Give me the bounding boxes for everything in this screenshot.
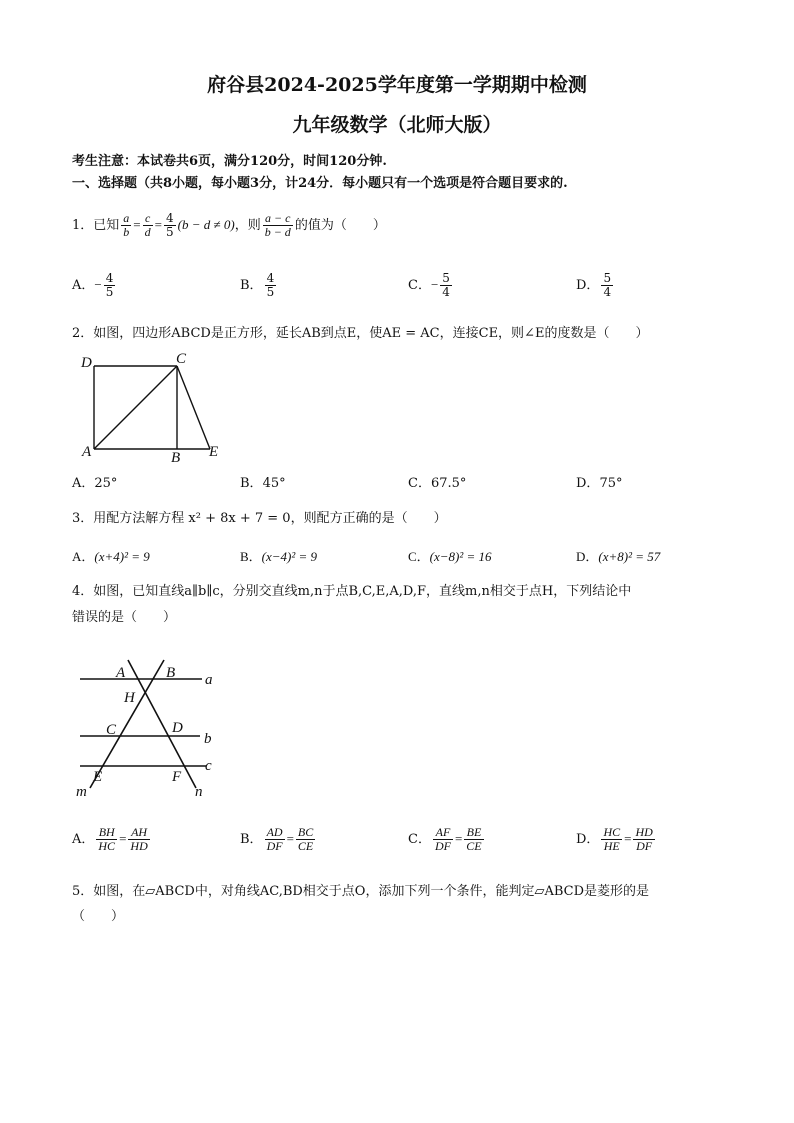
- exam-notice: 考生注意：本试卷共6页，满分120分，时间120分钟.: [72, 154, 387, 169]
- q4-label-e-point: E: [93, 769, 103, 785]
- q1-option-b[interactable]: B． $\frac{4}{5}$: [240, 271, 275, 300]
- q2-square-figure: [76, 350, 226, 462]
- q2-label-a: A: [82, 444, 92, 460]
- q4-label-line-n: n: [195, 784, 203, 800]
- question-3: 3．用配方法解方程 x² + 8x + 7 = 0，则配方正确的是（ ）: [72, 511, 447, 526]
- question-4-line2: 错误的是（ ）: [72, 610, 177, 625]
- q4-parallel-lines-figure: [72, 650, 232, 800]
- q1-frac-cd: $\frac{c}{d}$: [144, 211, 151, 240]
- section-1-heading: 一、选择题（共8小题，每小题3分，计24分．每小题只有一个选项是符合题目要求的.: [72, 176, 568, 191]
- q2-label-c: C: [176, 351, 187, 367]
- q4-label-f-point: F: [172, 769, 182, 785]
- q2-label-e: E: [209, 444, 219, 460]
- q1-condition: (b − d ≠ 0): [177, 217, 235, 233]
- q4-option-b[interactable]: B． $\frac{AD}{DF}$ = $\frac{BC}{CE}$: [240, 825, 314, 854]
- question-5-line2: （ ）: [72, 909, 125, 924]
- q4-label-d-point: D: [172, 720, 183, 736]
- q3-option-b[interactable]: B．(x−4)² = 9: [240, 549, 318, 564]
- question-1: 1．已知 $\frac{a}{b}$ = $\frac{c}{d}$ = $\frac{4}{5}$ (b − d ≠ 0)，则 $\frac{a - c}{b - d}$ 的值为（ ）: [72, 211, 386, 240]
- question-5-line1: 5．如图，在▱ABCD中，对角线AC,BD相交于点O，添加下列一个条件，能判定▱ABCD是菱形的是: [72, 884, 650, 899]
- q1-frac-45: $\frac{4}{5}$: [165, 211, 174, 240]
- exam-title: 府谷县2024-2025学年度第一学期期中检测: [207, 74, 587, 96]
- q4-label-line-m: m: [76, 784, 87, 800]
- q2-segment-ce: [177, 366, 210, 449]
- q4-option-a[interactable]: A． $\frac{BH}{HC}$ = $\frac{AH}{HD}$: [72, 825, 148, 854]
- question-4-line1: 4．如图，已知直线a∥b∥c，分别交直线m,n于点B,C,E,A,D,F，直线m,n相交于点H，下列结论中: [72, 584, 632, 599]
- q1-prefix: 1．已知: [72, 218, 120, 234]
- question-2: 2．如图，四边形ABCD是正方形，延长AB到点E，使AE = AC，连接CE，则∠E的度数是（ ）: [72, 326, 649, 341]
- q2-diagonal-ac: [94, 366, 177, 449]
- q2-label-b: B: [171, 450, 181, 462]
- q4-option-d[interactable]: D． $\frac{HC}{HE}$ = $\frac{HD}{DF}$: [576, 825, 653, 854]
- q4-label-line-a: a: [205, 672, 213, 688]
- q4-label-line-c: c: [205, 758, 212, 774]
- q2-option-d[interactable]: D．75°: [576, 476, 623, 491]
- q3-option-c[interactable]: C．(x−8)² = 16: [408, 549, 492, 564]
- exam-subtitle: 九年级数学（北师大版）: [292, 114, 502, 136]
- q1-frac-ab: $\frac{a}{b}$: [123, 211, 130, 240]
- q1-option-c[interactable]: C．− $\frac{5}{4}$: [408, 271, 450, 300]
- q1-option-d[interactable]: D． $\frac{5}{4}$: [576, 271, 612, 300]
- q4-label-c-point: C: [106, 722, 117, 738]
- q1-target-frac: $\frac{a - c}{b - d}$: [264, 211, 291, 240]
- q2-label-d: D: [81, 355, 92, 371]
- q4-option-c[interactable]: C． $\frac{AF}{DF}$ = $\frac{BE}{CE}$: [408, 825, 482, 854]
- q2-option-b[interactable]: B．45°: [240, 476, 286, 491]
- q3-option-d[interactable]: D．(x+8)² = 57: [576, 549, 661, 564]
- q4-label-line-b: b: [204, 731, 212, 747]
- q2-option-a[interactable]: A．25°: [72, 476, 118, 491]
- q4-label-h: H: [124, 690, 135, 706]
- q1-option-a[interactable]: A．− $\frac{4}{5}$: [72, 271, 114, 300]
- q2-option-c[interactable]: C．67.5°: [408, 476, 467, 491]
- q4-label-b-point: B: [166, 665, 176, 681]
- q3-option-a[interactable]: A．(x+4)² = 9: [72, 549, 150, 564]
- q4-label-a-point: A: [116, 665, 126, 681]
